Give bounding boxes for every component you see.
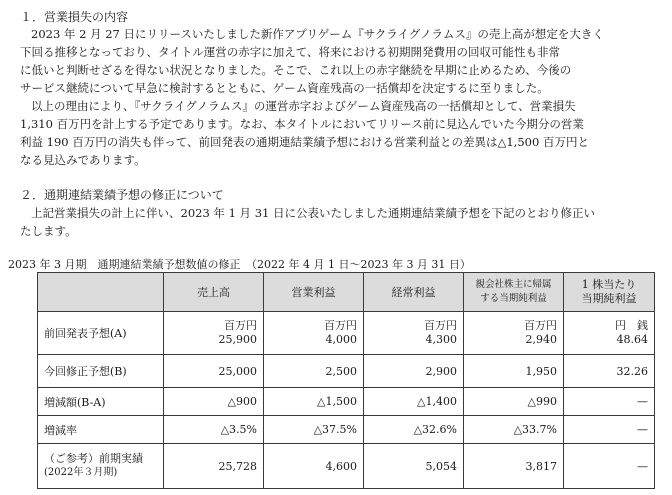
cell-value: 4,000	[325, 333, 357, 346]
table-caption: 2023 年 3 月期 通期連結業績予想数値の修正 （2022 年 4 月 1 日～2023 年 3 月 31 日）	[8, 258, 471, 271]
text-line: 利益 190 百万円の消失も伴って、前回発表の通期連結業績予想における営業利益との差異は△1,500 百万円と	[20, 135, 589, 149]
cell-net-income: 1,950	[464, 355, 564, 388]
section1-heading: １．営業損失の内容	[20, 10, 129, 24]
text-line: 2023 年 2 月 27 日にリリースいたしました新作アプリゲーム『サクライグノラムス』の売上高が想定を大きく	[31, 27, 604, 41]
row-label-main: （ご参考）前期実績	[44, 452, 143, 465]
unit-label: 百万円	[324, 319, 357, 332]
cell-sales: △3.5%	[164, 416, 264, 444]
unit-label: 百万円	[424, 319, 457, 332]
cell-ordinary-income: 2,900	[364, 355, 464, 388]
cell-operating-income	[264, 312, 364, 355]
text-line: なる見込みであります。	[20, 153, 146, 167]
cell-ordinary-income: 5,054	[364, 444, 464, 489]
cell-net-income: △33.7%	[464, 416, 564, 444]
row-label: 増減額(B-A)	[38, 388, 164, 416]
table-row	[38, 312, 655, 355]
table-row	[38, 388, 655, 416]
header-net-income-line2: する当期純利益	[480, 293, 547, 304]
table-row	[38, 355, 655, 388]
text-line: 1,310 百万円を計上する予定であります。なお、本タイトルにおいてリリース前に見込んでいた今期分の営業	[20, 117, 584, 131]
header-sales: 売上高	[164, 273, 264, 312]
table-row	[38, 416, 655, 444]
cell-value: 4,300	[425, 333, 457, 346]
cell-operating-income: △37.5%	[264, 416, 364, 444]
section2-heading: ２．通期連結業績予想の修正について	[20, 188, 224, 202]
forecast-table	[37, 272, 655, 489]
cell-sales: 25,728	[164, 444, 264, 489]
header-ordinary-income: 経常利益	[364, 273, 464, 312]
header-operating-income: 営業利益	[264, 273, 364, 312]
row-label: 増減率	[38, 416, 164, 444]
cell-operating-income: 4,600	[264, 444, 364, 489]
cell-eps	[564, 312, 655, 355]
cell-ordinary-income: △1,400	[364, 388, 464, 416]
cell-sales: △900	[164, 388, 264, 416]
header-eps-line2: 当期純利益	[581, 292, 637, 305]
cell-ordinary-income	[364, 312, 464, 355]
cell-eps: —	[564, 416, 655, 444]
cell-net-income: △990	[464, 388, 564, 416]
cell-operating-income: △1,500	[264, 388, 364, 416]
header-net-income	[464, 273, 564, 312]
row-label: 前回発表予想(A)	[38, 312, 164, 355]
cell-operating-income: 2,500	[264, 355, 364, 388]
text-line: サービス継続について早急に検討するとともに、ゲーム資産残高の一括償却を決定するに至りました。	[20, 81, 549, 95]
cell-eps: 32.26	[564, 355, 655, 388]
header-eps-line1: 1 株当たり	[581, 278, 637, 291]
cell-sales	[164, 312, 264, 355]
unit-label: 百万円	[224, 319, 257, 332]
cell-eps: —	[564, 388, 655, 416]
text-line: 下回る推移となっており、タイトル運営の赤字に加えて、将来における初期開発費用の回収可能性も非常	[20, 45, 561, 59]
cell-net-income	[464, 312, 564, 355]
table-row	[38, 444, 655, 489]
cell-ordinary-income: △32.6%	[364, 416, 464, 444]
unit-label: 百万円	[524, 319, 557, 332]
text-line: たします。	[20, 224, 77, 238]
table-header-row	[38, 273, 655, 312]
text-line: に低いと判断せざるを得ない状況となりました。そこで、これ以上の赤字継続を早期に止めるため、今後の	[20, 63, 572, 77]
cell-net-income: 3,817	[464, 444, 564, 489]
section1-body	[20, 25, 665, 169]
text-line: 以上の理由により、『サクライグノラムス』の運営赤字およびゲーム資産残高の一括償却として、営業損失	[31, 99, 576, 113]
row-label-sub: (2022年３月期)	[44, 467, 118, 478]
header-eps	[564, 273, 655, 312]
unit-label: 円 銭	[615, 319, 648, 332]
text-line: 上記営業損失の計上に伴い、2023 年 1 月 31 日に公表いたしました通期連結業績予想を下記のとおり修正い	[31, 206, 595, 220]
row-label: 今回修正予想(B)	[38, 355, 164, 388]
row-label	[38, 444, 164, 489]
section2-body	[20, 204, 665, 240]
header-blank	[38, 273, 164, 312]
cell-sales: 25,000	[164, 355, 264, 388]
cell-eps: —	[564, 444, 655, 489]
cell-value: 25,900	[218, 333, 257, 346]
cell-value: 2,940	[525, 333, 557, 346]
cell-value: 48.64	[616, 333, 648, 346]
header-net-income-line1: 親会社株主に帰属	[475, 279, 552, 290]
